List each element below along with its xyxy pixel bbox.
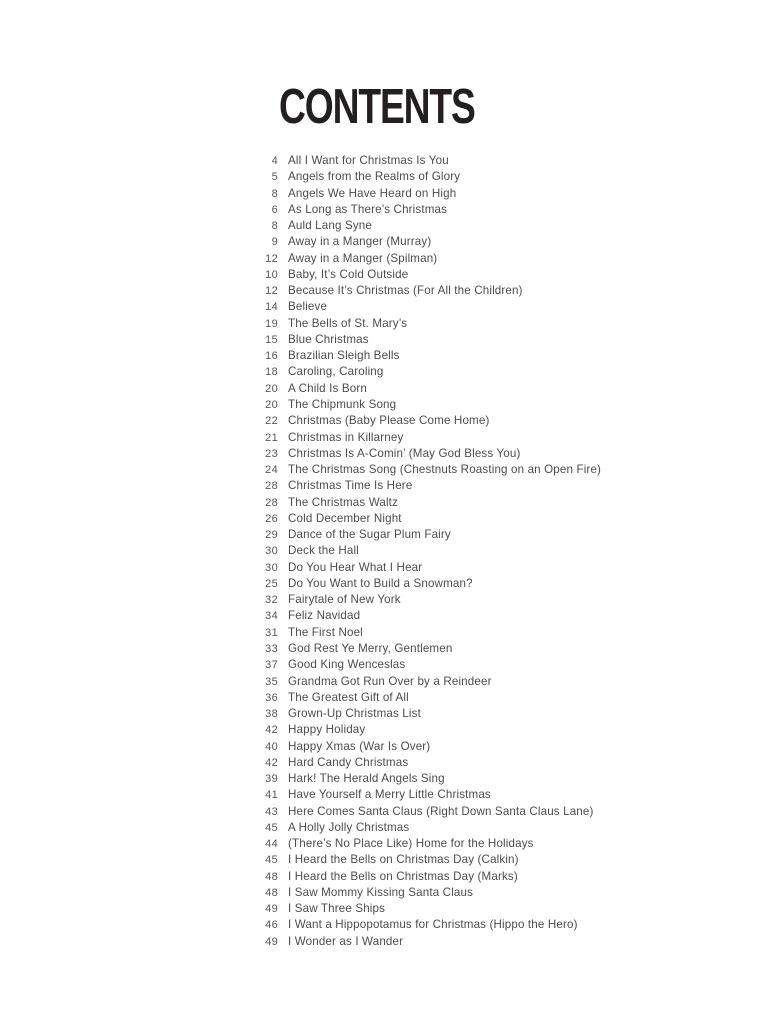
toc-entry-title: The Chipmunk Song	[288, 397, 397, 411]
toc-entry	[250, 413, 720, 429]
toc-entry-page-number: 21	[265, 431, 278, 444]
toc-entry	[250, 381, 720, 397]
toc-entry-title: Auld Lang Syne	[288, 219, 372, 233]
toc-entry-title: I Heard the Bells on Christmas Day (Calkin)	[288, 853, 519, 867]
toc-entry	[250, 576, 720, 592]
toc-entry-title: Christmas Is A-Comin’ (May God Bless You)	[288, 446, 521, 460]
toc-entry	[250, 234, 720, 250]
toc-entry	[250, 592, 720, 608]
toc-entry	[250, 251, 720, 267]
toc-entry-page-number: 41	[265, 789, 278, 802]
toc-entry-title: Happy Holiday	[288, 723, 366, 737]
toc-entry-page-number: 20	[265, 398, 278, 411]
toc-entry	[250, 641, 720, 657]
toc-entry	[250, 690, 720, 706]
toc-entry	[250, 836, 720, 852]
toc-entry	[250, 820, 720, 836]
toc-entry	[250, 169, 720, 185]
toc-entry-page-number: 12	[265, 285, 278, 298]
toc-entry	[250, 511, 720, 527]
toc-entry-title: Baby, It’s Cold Outside	[288, 267, 409, 281]
toc-entry-page-number: 8	[271, 220, 278, 233]
toc-entry	[250, 430, 720, 446]
toc-entry-page-number: 43	[265, 805, 278, 818]
toc-entry-page-number: 5	[271, 171, 278, 184]
toc-entry-page-number: 16	[265, 350, 278, 363]
toc-list	[250, 153, 720, 950]
toc-entry	[250, 771, 720, 787]
toc-entry	[250, 739, 720, 755]
toc-entry-page-number: 38	[265, 708, 278, 721]
toc-entry-title: Away in a Manger (Spilman)	[288, 251, 438, 265]
toc-entry-title: Dance of the Sugar Plum Fairy	[288, 528, 451, 542]
toc-entry-page-number: 33	[265, 642, 278, 655]
toc-entry	[250, 885, 720, 901]
toc-entry-title: (There’s No Place Like) Home for the Holidays	[288, 837, 534, 851]
toc-entry-page-number: 18	[265, 366, 278, 379]
toc-entry-title: I Want a Hippopotamus for Christmas (Hippo the Hero)	[288, 918, 578, 932]
toc-entry-page-number: 30	[265, 545, 278, 558]
toc-entry	[250, 869, 720, 885]
toc-entry-page-number: 15	[265, 333, 278, 346]
toc-entry-page-number: 35	[265, 675, 278, 688]
toc-entry	[250, 364, 720, 380]
toc-entry	[250, 657, 720, 673]
toc-entry-page-number: 8	[271, 187, 278, 200]
toc-entry-title: Christmas in Killarney	[288, 430, 404, 444]
toc-entry-page-number: 26	[265, 512, 278, 525]
toc-entry	[250, 267, 720, 283]
toc-entry-page-number: 37	[265, 659, 278, 672]
toc-entry-title: The First Noel	[288, 625, 363, 639]
toc-entry-title: A Child Is Born	[288, 381, 367, 395]
toc-entry	[250, 299, 720, 315]
toc-entry	[250, 917, 720, 933]
toc-entry-page-number: 12	[265, 252, 278, 265]
toc-entry-title: I Wonder as I Wander	[288, 934, 404, 948]
toc-entry-page-number: 31	[265, 626, 278, 639]
toc-entry-page-number: 29	[265, 529, 278, 542]
toc-entry-title: Grandma Got Run Over by a Reindeer	[288, 674, 492, 688]
toc-entry-page-number: 22	[265, 415, 278, 428]
toc-entry-page-number: 10	[265, 268, 278, 281]
toc-entry-title: Brazilian Sleigh Bells	[288, 349, 400, 363]
toc-entry	[250, 495, 720, 511]
toc-entry	[250, 608, 720, 624]
toc-entry	[250, 755, 720, 771]
toc-entry-page-number: 14	[265, 301, 278, 314]
toc-entry	[250, 332, 720, 348]
toc-entry-title: Have Yourself a Merry Little Christmas	[288, 788, 491, 802]
toc-entry-title: God Rest Ye Merry, Gentlemen	[288, 641, 453, 655]
toc-entry	[250, 543, 720, 559]
toc-entry-page-number: 4	[271, 155, 278, 167]
toc-entry-title: Deck the Hall	[288, 544, 359, 558]
toc-entry-title: Christmas (Baby Please Come Home)	[288, 414, 490, 428]
toc-entry-page-number: 42	[265, 724, 278, 737]
toc-entry-title: I Saw Three Ships	[288, 902, 386, 916]
toc-entry-page-number: 25	[265, 577, 278, 590]
toc-entry	[250, 478, 720, 494]
toc-entry-title: Believe	[288, 300, 328, 314]
toc-entry	[250, 202, 720, 218]
toc-entry-page-number: 9	[271, 236, 278, 249]
toc-entry	[250, 397, 720, 413]
toc-entry-page-number: 6	[271, 203, 278, 216]
toc-entry-page-number: 36	[265, 691, 278, 704]
toc-entry-page-number: 23	[265, 447, 278, 460]
toc-entry	[250, 218, 720, 234]
toc-entry-title: Because It’s Christmas (For All the Children)	[288, 284, 523, 298]
toc-entry-title: Angels We Have Heard on High	[288, 186, 457, 200]
toc-entry-title: Blue Christmas	[288, 332, 369, 346]
toc-entry-page-number: 48	[265, 870, 278, 883]
toc-entry-page-number: 45	[265, 854, 278, 867]
toc-entry-title: Happy Xmas (War Is Over)	[288, 739, 431, 753]
toc-entry-page-number: 45	[265, 821, 278, 834]
page-title: CONTENTS	[279, 80, 475, 134]
toc-entry-page-number: 32	[265, 594, 278, 607]
toc-entry	[250, 804, 720, 820]
toc-entry-title: The Bells of St. Mary’s	[288, 316, 408, 330]
toc-entry-title: I Saw Mommy Kissing Santa Claus	[288, 885, 474, 899]
toc-entry-title: Away in a Manger (Murray)	[288, 235, 432, 249]
toc-entry-title: Hark! The Herald Angels Sing	[288, 772, 445, 786]
toc-entry-page-number: 46	[265, 919, 278, 932]
toc-entry-title: A Holly Jolly Christmas	[288, 820, 410, 834]
toc-entry-title: I Heard the Bells on Christmas Day (Marks)	[288, 869, 518, 883]
toc-entry-page-number: 19	[265, 317, 278, 330]
toc-entry-page-number: 49	[265, 935, 278, 948]
toc-entry	[250, 446, 720, 462]
toc-entry	[250, 186, 720, 202]
toc-entry-page-number: 20	[265, 382, 278, 395]
toc-entry-title: The Christmas Waltz	[288, 495, 399, 509]
toc-entry-title: Caroling, Caroling	[288, 365, 384, 379]
toc-entry	[250, 462, 720, 478]
toc-entry-page-number: 34	[265, 610, 278, 623]
toc-entry-title: Fairytale of New York	[288, 593, 401, 607]
toc-entry-title: Hard Candy Christmas	[288, 755, 409, 769]
toc-entry-title: All I Want for Christmas Is You	[288, 154, 449, 167]
toc-entry-title: Do You Hear What I Hear	[288, 560, 423, 574]
toc-entry-page-number: 30	[265, 561, 278, 574]
toc-entry-page-number: 49	[265, 903, 278, 916]
toc-entry-title: Christmas Time Is Here	[288, 479, 413, 493]
toc-entry-title: Here Comes Santa Claus (Right Down Santa Claus Lane)	[288, 804, 594, 818]
toc-entry	[250, 625, 720, 641]
toc-entry-title: As Long as There’s Christmas	[288, 202, 448, 216]
toc-entry	[250, 527, 720, 543]
toc-entry-page-number: 48	[265, 886, 278, 899]
toc-entry-page-number: 24	[265, 464, 278, 477]
toc-entry-page-number: 28	[265, 496, 278, 509]
toc-entry	[250, 901, 720, 917]
toc-entry	[250, 706, 720, 722]
toc-entry-title: Feliz Navidad	[288, 609, 361, 623]
toc-entry-page-number: 44	[265, 838, 278, 851]
toc-entry-page-number: 40	[265, 740, 278, 753]
toc-entry	[250, 283, 720, 299]
toc-entry	[250, 852, 720, 868]
toc-entry-title: Cold December Night	[288, 511, 402, 525]
toc-entry-title: Good King Wenceslas	[288, 658, 406, 672]
toc-entry	[250, 934, 720, 950]
toc-entry-page-number: 28	[265, 480, 278, 493]
toc-entry	[250, 722, 720, 738]
toc-entry-title: The Christmas Song (Chestnuts Roasting on an Open Fire)	[288, 463, 602, 477]
toc-entry-page-number: 42	[265, 756, 278, 769]
toc-entry	[250, 316, 720, 332]
toc-entry	[250, 674, 720, 690]
toc-entry-title: Grown-Up Christmas List	[288, 707, 421, 721]
toc-entry-page-number: 39	[265, 773, 278, 786]
toc-entry	[250, 787, 720, 803]
toc-entry	[250, 348, 720, 364]
toc-entry	[250, 560, 720, 576]
toc-entry	[250, 153, 720, 169]
toc-entry-title: Do You Want to Build a Snowman?	[288, 576, 473, 590]
toc-entry-title: Angels from the Realms of Glory	[288, 170, 461, 184]
toc-entry-title: The Greatest Gift of All	[288, 690, 409, 704]
